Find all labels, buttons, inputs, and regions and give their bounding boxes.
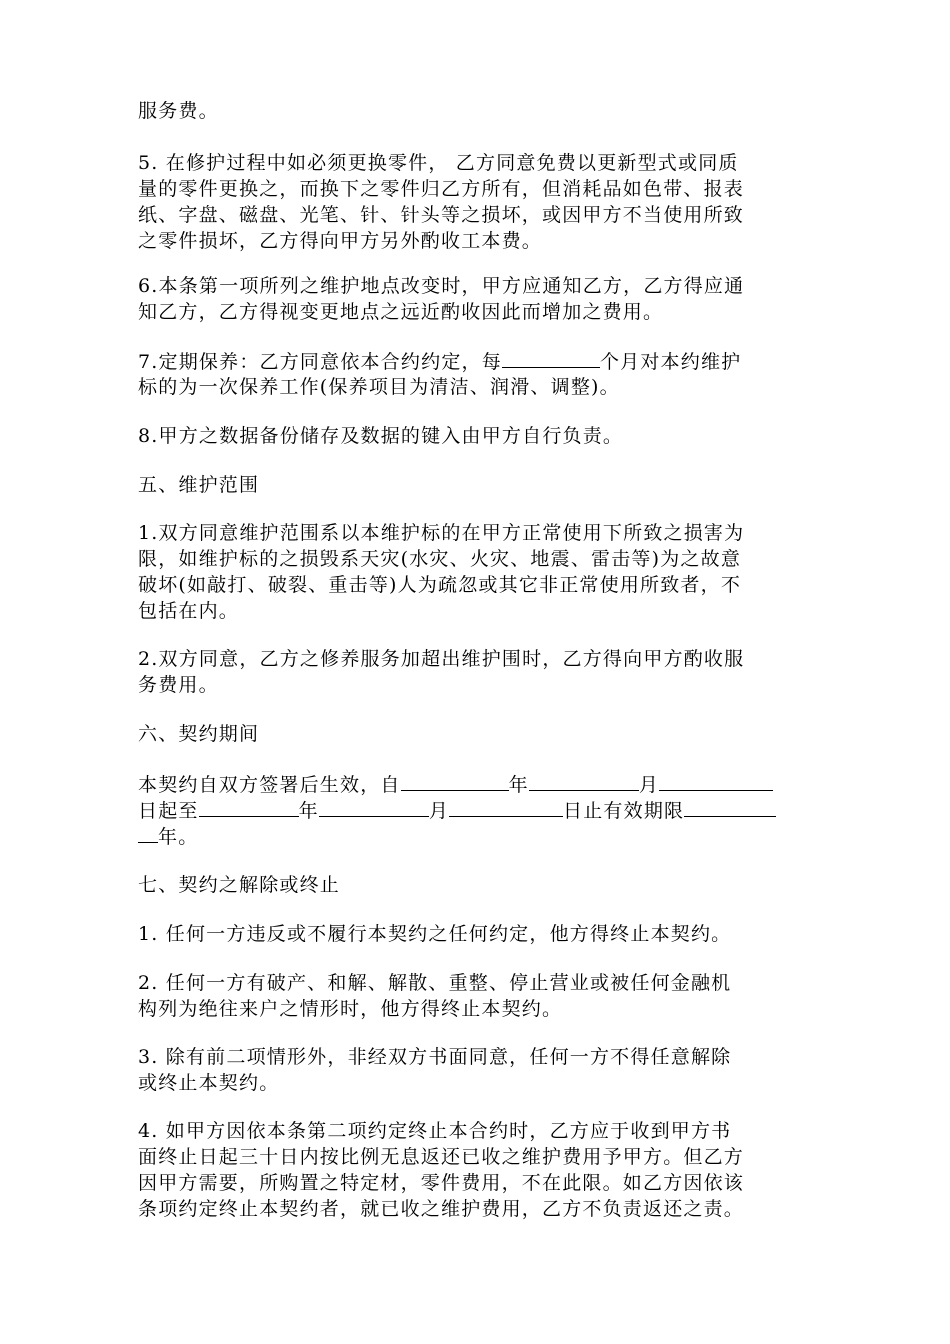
end-day-blank — [449, 797, 563, 817]
start-year-blank — [401, 771, 509, 791]
duration-blank — [684, 797, 776, 817]
termination-clause-4-line-3: 因甲方需要，所购置之特定材，零件费用，不在此限。如乙方因依该 — [138, 1172, 745, 1194]
termination-clause-3-line-2: 或终止本契约。 — [138, 1072, 280, 1094]
scope-clause-2-line-1: 2.双方同意，乙方之修养服务加超出维护围时，乙方得向甲方酌收服 — [138, 648, 745, 670]
term-month-label: 月 — [638, 774, 660, 796]
clause-5-line-4: 之零件损坏，乙方得向甲方另外酌收工本费。 — [138, 230, 543, 252]
clause-7-line-2: 标的为一次保养工作(保养项目为清洁、润滑、调整)。 — [138, 376, 620, 398]
termination-clause-4-line-4: 条项约定终止本契约者，就已收之维护费用，乙方不负责返还之责。 — [138, 1198, 745, 1220]
scope-clause-2-line-2: 务费用。 — [138, 674, 219, 696]
termination-clause-2-line-1: 2. 任何一方有破产、和解、解散、重整、停止营业或被任何金融机 — [138, 972, 732, 994]
clause-5-line-2: 量的零件更换之，而换下之零件归乙方所有，但消耗品如色带、报表 — [138, 178, 745, 200]
term-end-month-label: 月 — [428, 800, 450, 822]
section-5-heading: 五、维护范围 — [138, 474, 260, 496]
term-line-3 — [138, 823, 198, 849]
scope-clause-1-line-1: 1.双方同意维护范围系以本维护标的在甲方正常使用下所致之损害为 — [138, 522, 745, 544]
term-duration-label: 年。 — [158, 826, 199, 848]
months-blank — [502, 348, 600, 368]
term-year-label: 年 — [508, 774, 529, 796]
clause-8: 8.甲方之数据备份储存及数据的键入由甲方自行负责。 — [138, 425, 624, 447]
termination-clause-1: 1. 任何一方违反或不履行本契约之任何约定，他方得终止本契约。 — [138, 923, 732, 945]
clause-7-text-b: 个月对本约维护 — [599, 351, 742, 373]
term-line-1 — [138, 771, 773, 797]
term-line-2 — [138, 797, 776, 823]
clause-7-text-a: 7.定期保养：乙方同意依本合约约定，每 — [138, 351, 502, 373]
termination-clause-2-line-2: 构列为绝往来户之情形时，他方得终止本契约。 — [138, 998, 563, 1020]
clause-7-line-1 — [138, 348, 741, 374]
term-end-year-label: 年 — [298, 800, 319, 822]
clause-6-line-1: 6.本条第一项所列之维护地点改变时，甲方应通知乙方，乙方得应通 — [138, 275, 745, 297]
start-day-blank — [659, 771, 773, 791]
term-text-a: 本契约自双方签署后生效，自 — [138, 774, 401, 796]
clause-5-line-1: 5. 在修护过程中如必须更换零件， 乙方同意免费以更新型式或同质 — [138, 152, 739, 174]
scope-clause-1-line-3: 破坏(如敲打、破裂、重击等)人为疏忽或其它非正常使用所致者，不 — [138, 574, 742, 596]
section-6-heading: 六、契约期间 — [138, 723, 260, 745]
fee-paragraph-tail: 服务费。 — [138, 100, 219, 122]
term-day-label: 日起至 — [138, 800, 199, 822]
clause-6-line-2: 知乙方，乙方得视变更地点之远近酌收因此而增加之费用。 — [138, 301, 664, 323]
end-year-blank — [199, 797, 299, 817]
clause-5-line-3: 纸、字盘、磁盘、光笔、针、针头等之损坏，或因甲方不当使用所致 — [138, 204, 745, 226]
scope-clause-1-line-2: 限，如维护标的之损毁系天灾(水灾、火灾、地震、雷击等)为之故意 — [138, 548, 742, 570]
termination-clause-4-line-1: 4. 如甲方因依本条第二项约定终止本合约时，乙方应于收到甲方书 — [138, 1120, 732, 1142]
duration-blank-continued — [138, 823, 158, 843]
termination-clause-4-line-2: 面终止日起三十日内按比例无息返还已收之维护费用予甲方。但乙方 — [138, 1146, 745, 1168]
scope-clause-1-line-4: 包括在内。 — [138, 600, 240, 622]
term-end-day-label: 日止有效期限 — [563, 800, 685, 822]
end-month-blank — [319, 797, 429, 817]
section-7-heading: 七、契约之解除或终止 — [138, 874, 341, 896]
termination-clause-3-line-1: 3. 除有前二项情形外，非经双方书面同意，任何一方不得任意解除 — [138, 1046, 732, 1068]
start-month-blank — [529, 771, 639, 791]
